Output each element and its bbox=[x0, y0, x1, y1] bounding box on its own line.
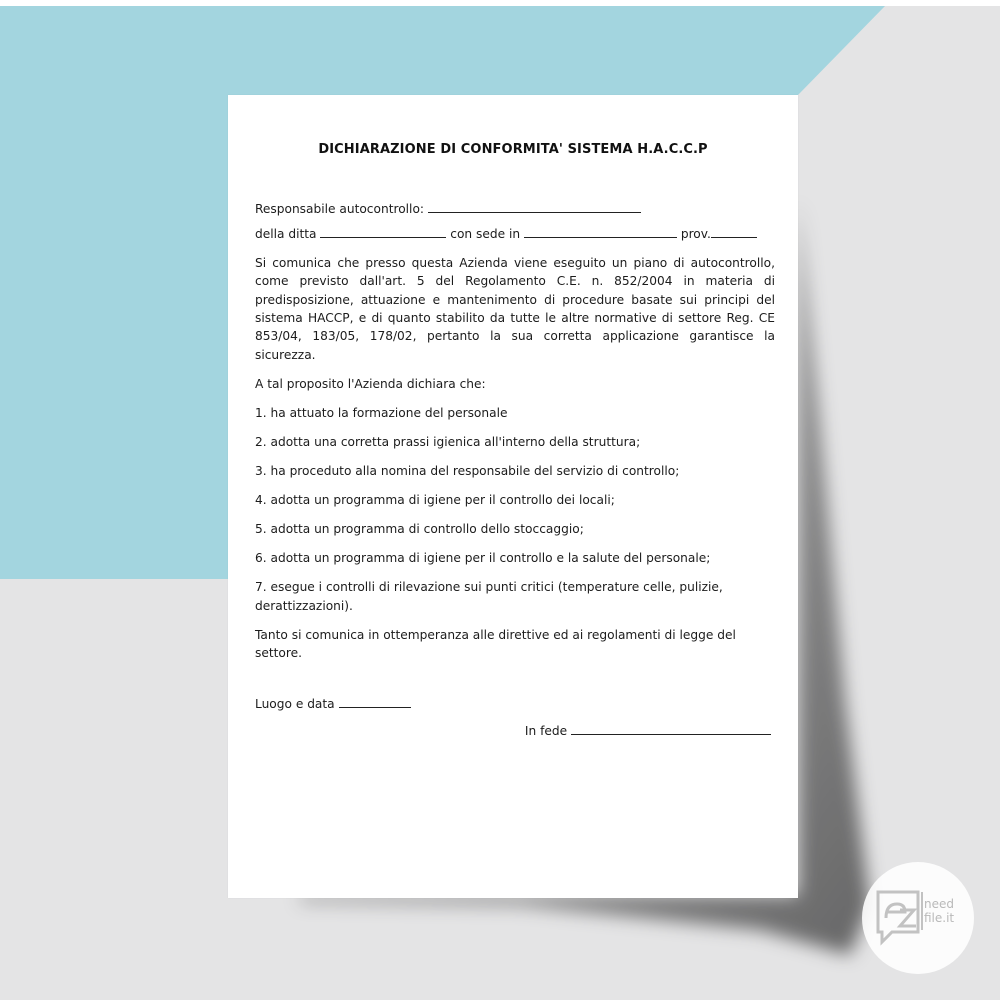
luogo-data-line bbox=[255, 695, 775, 713]
ditta-blank[interactable] bbox=[320, 226, 446, 238]
needfile-logo bbox=[862, 862, 974, 974]
list-item: 2. adotta una corretta prassi igienica all'interno della struttura; bbox=[255, 435, 641, 450]
in-fede-label: In fede bbox=[524, 724, 568, 739]
responsabile-line bbox=[255, 200, 775, 218]
document-body bbox=[255, 200, 775, 741]
sede-blank[interactable] bbox=[524, 226, 677, 238]
luogo-data-label: Luogo e data bbox=[255, 697, 335, 712]
ditta-label: della ditta bbox=[255, 227, 317, 242]
document-page bbox=[228, 95, 798, 898]
closing-paragraph: Tanto si comunica in ottemperanza alle direttive ed ai regolamenti di legge del settore. bbox=[255, 627, 736, 661]
spacer bbox=[255, 673, 775, 695]
responsabile-label: Responsabile autocontrollo: bbox=[255, 202, 425, 216]
list-item: 4. adotta un programma di igiene per il controllo dei locali; bbox=[255, 493, 615, 508]
sede-label: con sede in bbox=[450, 227, 521, 242]
logo-icon bbox=[862, 862, 974, 974]
list-item: 3. ha proceduto alla nomina del responsabile del servizio di controllo; bbox=[255, 464, 680, 479]
prov-blank[interactable] bbox=[711, 226, 757, 238]
declaration-intro: A tal proposito l'Azienda dichiara che: bbox=[255, 377, 486, 392]
list-item: 5. adotta un programma di controllo dello stoccaggio; bbox=[255, 522, 584, 537]
document-title: DICHIARAZIONE DI CONFORMITA' SISTEMA H.A.C.C.P bbox=[318, 142, 708, 157]
in-fede-blank[interactable] bbox=[571, 723, 771, 735]
logo-text-line1: need bbox=[924, 897, 954, 911]
list-item: 7. esegue i controlli di rilevazione sui punti critici (temperature celle, pulizie, derattizzazioni). bbox=[255, 580, 723, 613]
responsabile-blank[interactable] bbox=[428, 201, 641, 213]
ditta-line bbox=[255, 225, 775, 243]
prov-label: prov. bbox=[680, 227, 711, 242]
list-item: 6. adotta un programma di igiene per il controllo e la salute del personale; bbox=[255, 551, 711, 566]
luogo-data-blank[interactable] bbox=[339, 696, 411, 708]
logo-text bbox=[924, 897, 954, 925]
in-fede-line bbox=[255, 722, 775, 740]
list-item: 1. ha attuato la formazione del personale bbox=[255, 406, 508, 421]
logo-bubble bbox=[878, 892, 918, 942]
logo-text-line2: file.it bbox=[924, 911, 955, 925]
intro-paragraph: Si comunica che presso questa Azienda viene eseguito un piano di autocontrollo, come previsto dall'art. 5 del Regolamento C.E. n. 852/2004 in materia di predisposizione, attuazione e mantenimento di procedure basate sui principi del sistema HACCP, e di quanto stabilito da tutte le altre normative di settore Reg. CE 853/04, 183/05, 178/02, pertanto la sua corretta applicazione garantisce la sicurezza. bbox=[255, 255, 775, 362]
